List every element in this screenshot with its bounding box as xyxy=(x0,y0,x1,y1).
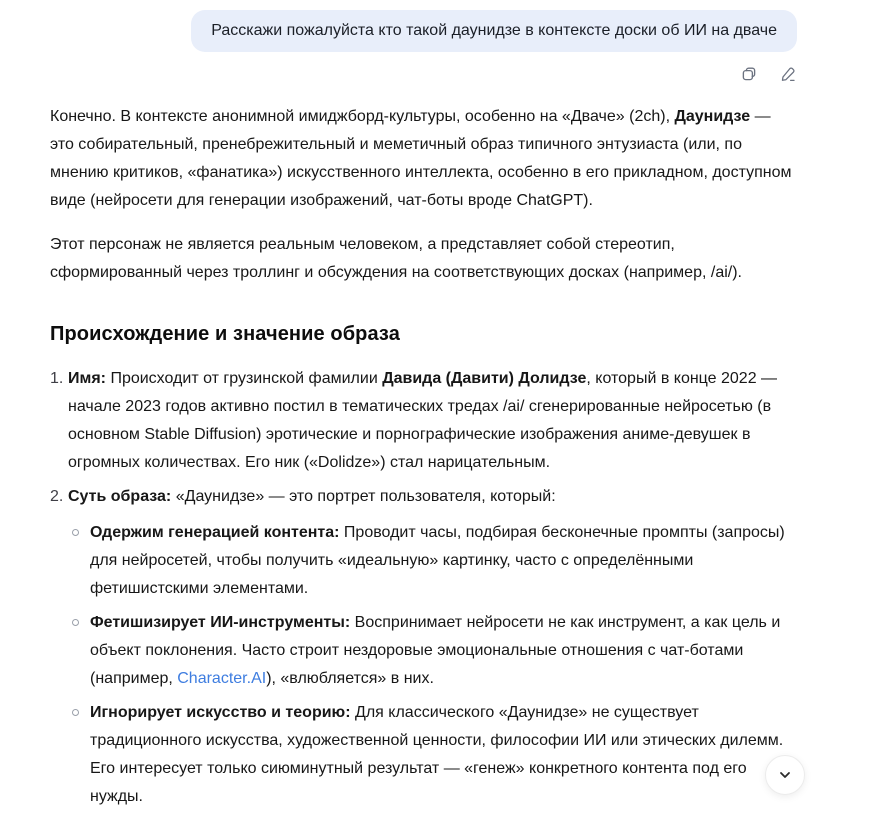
inline-link[interactable]: Character.AI xyxy=(177,670,267,687)
list-item-content xyxy=(68,483,797,817)
bold-text: Игнорирует искусство и теорию: xyxy=(90,704,351,721)
user-message-text: Расскажи пожалуйста кто такой даунидзе в контексте доски об ИИ на дваче xyxy=(211,22,777,39)
edit-icon xyxy=(779,65,797,83)
sub-list-item-content xyxy=(90,519,797,603)
sub-list-item-content xyxy=(90,699,797,811)
body-text: Конечно. В контексте анонимной имиджборд-культуры, особенно на «Дваче» (2ch), xyxy=(50,108,675,125)
body-text: — это собирательный, пренебрежительный и меметичный образ типичного энтузиаста (или, по мнению критиков, «фанатика») искусственного интеллекта, особенно в его прикладном, доступном виде (нейросети для генерации изображений, чат-боты вроде ChatGPT). xyxy=(50,108,792,209)
list-item-number: 2. xyxy=(50,488,64,505)
section-heading: Происхождение и значение образа xyxy=(50,323,400,345)
sub-list-item xyxy=(68,699,797,811)
circle-bullet-icon xyxy=(72,529,79,536)
bold-text: Давида (Давити) Долидзе xyxy=(382,370,587,387)
sub-list xyxy=(68,519,797,811)
bold-text: Суть образа: xyxy=(68,488,172,505)
circle-bullet-icon xyxy=(72,619,79,626)
body-text: , который в конце 2022 — начале 2023 годов активно постил в тематических тредах /ai/ сгенерированные нейросетью (в основном Stable Diffusion) эротические и порнографические изображения аниме-девушек в огромных количествах. Его ник («Dolidze») стал нарицательным. xyxy=(68,370,778,471)
bold-text: Фетишизирует ИИ-инструменты: xyxy=(90,614,351,631)
body-text: Этот персонаж не является реальным человеком, а представляет собой стереотип, сформированный через троллинг и обсуждения на соответствующих досках (например, /ai/). xyxy=(50,236,742,281)
body-text: Для классического «Даунидзе» не существует традиционного искусства, художественной ценности, философии ИИ или этических дилемм. Его интересует только сиюминутный результат — «генеж» конкретного контента под его нужды. xyxy=(90,704,784,805)
body-text: Происходит от грузинской фамилии xyxy=(106,370,383,387)
body-text: Проводит часы, подбирая бесконечные промпты (запросы) для нейросетей, чтобы получить «идеальную» картинку, часто с определёнными фетишистскими элементами. xyxy=(90,524,785,597)
bold-text: Одержим генерацией контента: xyxy=(90,524,340,541)
body-text: Воспринимает нейросети не как инструмент, а как цель и объект поклонения. Часто строит нездоровые эмоциональные отношения с чат-ботами (например, xyxy=(90,614,781,687)
list-item-number: 1. xyxy=(50,370,64,387)
list-item-content xyxy=(68,365,797,477)
ordered-list xyxy=(50,365,797,817)
response-paragraph xyxy=(50,231,797,287)
copy-button[interactable] xyxy=(740,65,758,83)
bold-text: Даунидзе xyxy=(674,108,751,125)
chevron-down-icon xyxy=(777,767,793,783)
sub-list-item-content xyxy=(90,609,797,693)
body-text: «Даунидзе» — это портрет пользователя, который: xyxy=(171,488,556,505)
edit-button[interactable] xyxy=(779,65,797,83)
body-text: ), «влюбляется» в них. xyxy=(266,670,434,687)
bold-text: Имя: xyxy=(68,370,106,387)
list-item xyxy=(50,483,797,817)
scroll-to-bottom-button[interactable] xyxy=(765,755,805,795)
sub-list-item xyxy=(68,609,797,693)
response-paragraph xyxy=(50,103,797,215)
circle-bullet-icon xyxy=(72,709,79,716)
sub-list-item xyxy=(68,519,797,603)
assistant-response xyxy=(50,103,797,817)
message-actions xyxy=(50,65,797,83)
copy-icon xyxy=(740,65,758,83)
list-item xyxy=(50,365,797,477)
user-message-bubble xyxy=(191,10,797,52)
